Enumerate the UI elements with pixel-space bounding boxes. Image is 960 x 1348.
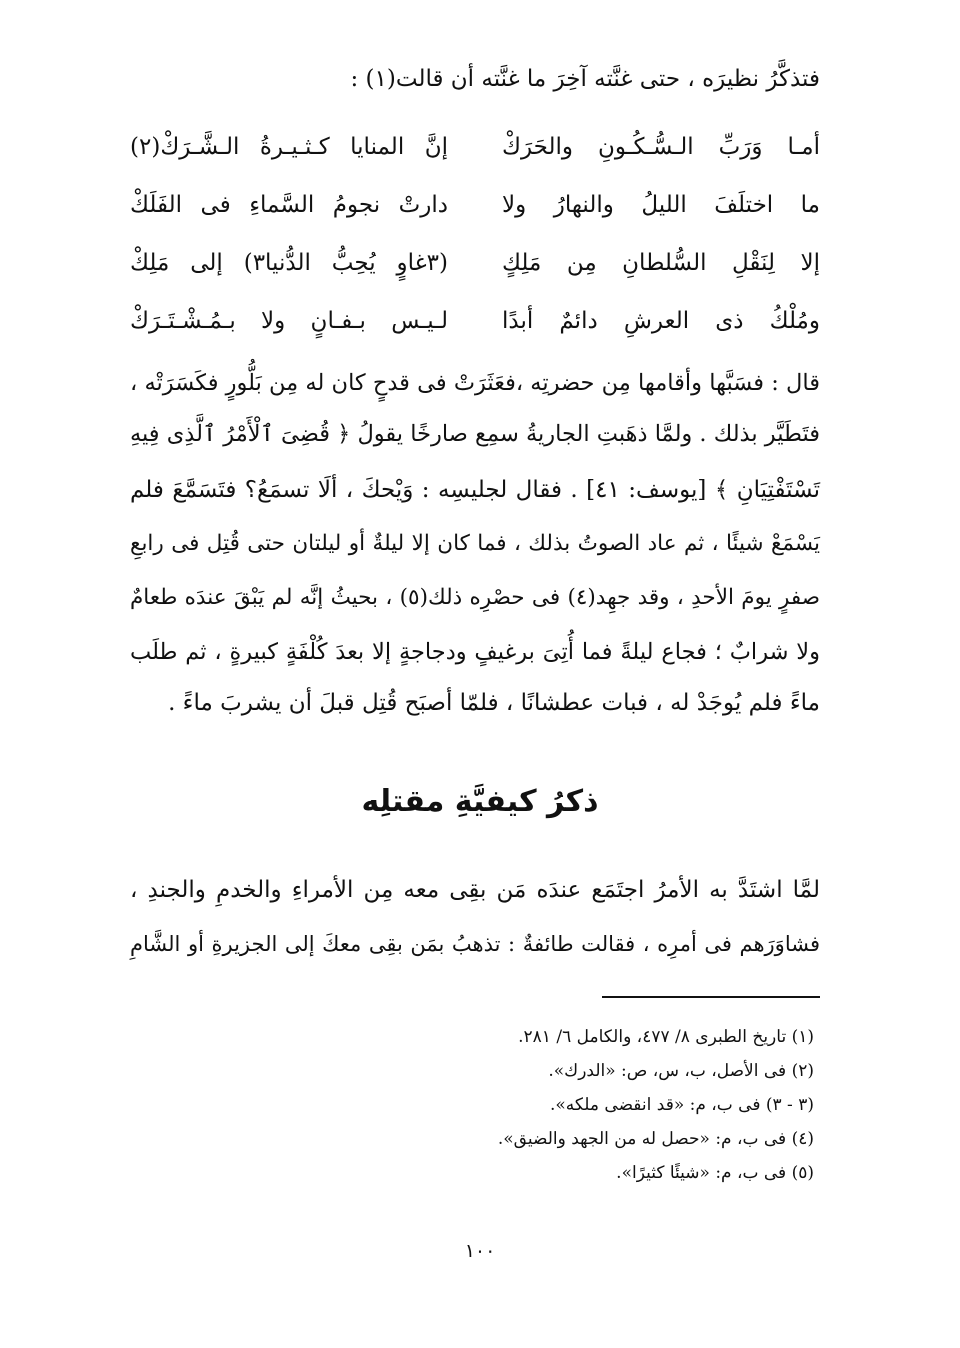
footnote-separator — [602, 996, 820, 998]
verse-first-hemistich: إلا لِنَقْلِ السُّلطانِ مِن مَلِكٍ — [502, 250, 820, 276]
verse-second-hemistich: لـيـس بـفـانٍ ولا بـمُـشْـتَـرَكْ — [130, 308, 448, 334]
paragraph-line: ماءً فلم يُوجَدْ له ، فبات عطشانًا ، فلمّا أصبَح قُتِل قبلَ أن يشربَ ماءً . — [168, 690, 820, 716]
verse-row — [130, 308, 820, 348]
paragraph-line: فتَطَيَّر بذلك . ولمَّا ذهَبتِ الجاريةُ سمِع صارخًا يقولُ ﴿ قُضِىَ ٱلْأَمْرُ ٱلَّذِى فِيهِ — [129, 421, 820, 447]
paragraph-line: ولا شرابٌ ؛ فجاع ليلةً فما أُتِىَ برغيفٍ ودجاجةٍ إلا بعدَ كُلْفَةٍ كبيرةٍ ، ثم طلَب — [130, 639, 820, 665]
verse-second-hemistich: إنَّ المنايا كـثـيـرةُ الـشَّـرَكْ(٢) — [130, 134, 448, 160]
page-number: ١٠٠ — [464, 1240, 496, 1262]
paragraph-line: قال : فسَبَّها وأقامها مِن حضرتِه ،فعَثَرَتْ فى قدحٍ كان له مِن بَلُّورٍ فكَسَرَتْه ، — [130, 370, 820, 396]
verse-row — [130, 250, 820, 290]
paragraph-line: تَسْتَفْتِيَانِ ﴾ [يوسف: ٤١] . فقال لجليسِه : وَيْحكَ ، ألَا تسمَعُ؟ فتَسَمَّعَ فلم — [130, 477, 820, 503]
intro-line: فتذكَّرُ نظيرَه ، حتى غنَّته آخِرَ ما غنَّته أن قالت(١) : — [350, 66, 820, 92]
verse-row — [130, 192, 820, 232]
paragraph-line: يَسْمَعْ شيئًا ، ثم عاد الصوتُ بذلك ، فما كان إلا ليلةٌ أو ليلتان حتى قُتِل فى رابعِ — [130, 531, 820, 556]
footnote: (٤) فى ب، م: «حصل له من الجهد والضيق». — [497, 1129, 814, 1149]
paragraph-line: فشاوَرَهم فى أمرِه ، فقالت طائفةٌ : تذهبُ بمَن بقِى معكَ إلى الجزيرةِ أو الشَّامِ — [130, 932, 820, 956]
section-heading: ذكرُ كيفيَّةِ مقتلِه — [361, 784, 599, 819]
footnote: (١) تاريخ الطبرى ٨/ ٤٧٧، والكامل ٦/ ٢٨١. — [518, 1027, 814, 1047]
paragraph-line: لمَّا اشتَدَّ به الأمرُ اجتَمَع عندَه مَن بقِى معه مِن الأمراءِ والخدمِ والجندِ ، — [130, 877, 820, 903]
verse-first-hemistich: ما اختلَفَ الليلُ والنهارُ ولا — [502, 192, 820, 218]
verse-second-hemistich: (٣غاوٍ يُحِبُّ الدُّنيا٣) إلى مَلِكْ — [130, 250, 449, 276]
footnote: (٢) فى الأصل، ب، س، ص: «الدرك». — [548, 1061, 814, 1081]
verse-first-hemistich: أمـا وَرَبِّ الـسُّـكُـونِ والحَرَكْ — [502, 134, 820, 160]
footnote: (٥) فى ب، م: «شيئًا كثيرًا». — [616, 1163, 814, 1183]
footnote: (٣ - ٣) فى ب، م: «قد انقضى ملكه». — [549, 1095, 814, 1115]
verse-row — [130, 134, 820, 174]
verse-first-hemistich: ومُلْكُ ذى العرشِ دائمٌ أبدًا — [502, 308, 820, 334]
verse-second-hemistich: دارتْ نجومُ السَّماءِ فى الفَلَكْ — [130, 192, 448, 218]
paragraph-line: صفرٍ يومَ الأحدِ ، وقد جهِد(٤) فى حصْرِه ذلك(٥) ، بحيثُ إنَّه لم يَبْقَ عندَه طعامٌ — [130, 585, 820, 610]
